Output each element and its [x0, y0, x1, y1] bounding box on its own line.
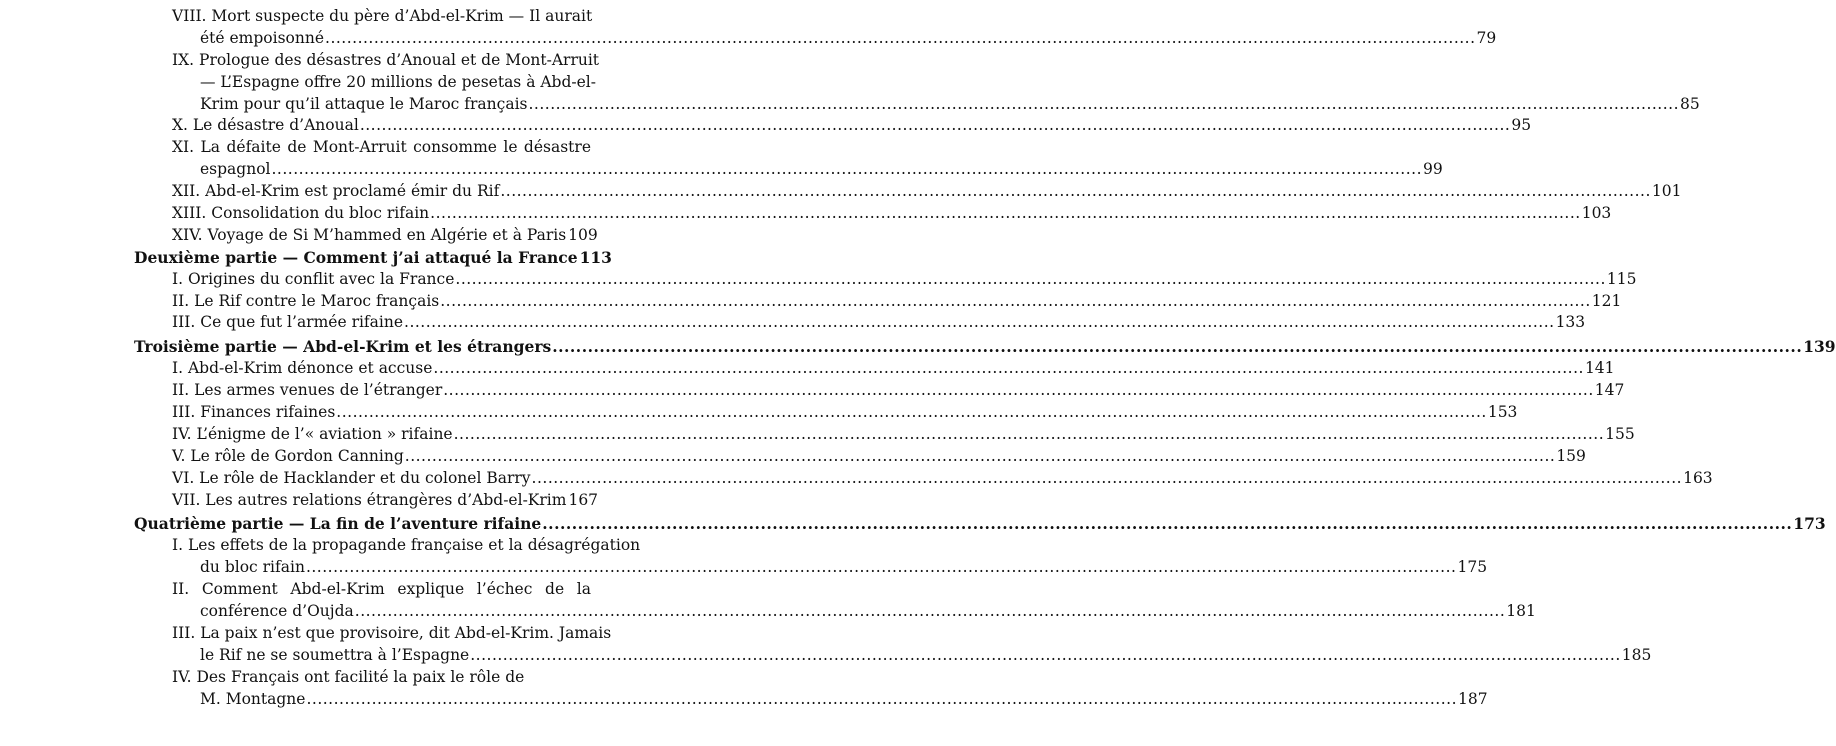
toc-entry-line: [134, 159, 1443, 181]
dot-leader: [440, 291, 1591, 313]
page-number: 185: [1621, 645, 1652, 664]
toc-entry-text: XIV. Voyage de Si M’hammed en Algérie et à Paris: [172, 225, 567, 244]
toc-entry-text: VIII. Mort suspecte du père d’Abd-el-Krim — Il aurait: [172, 7, 593, 25]
toc-entry-line: [134, 446, 1586, 468]
toc-entry-text: II. Le Rif contre le Maroc français: [172, 291, 440, 310]
toc-entry-line: [134, 358, 1615, 380]
page-number: 167: [568, 490, 599, 509]
toc-entry-text: I. Origines du conflit avec la France: [172, 269, 455, 288]
toc-entry-text: été empoisonné: [200, 28, 325, 47]
toc-entry-text: IV. Des Français ont facilité la paix le rôle de: [172, 667, 525, 686]
dot-leader: [500, 181, 1651, 203]
toc-entry-text: IV. L’énigme de l’« aviation » rifaine: [172, 424, 453, 443]
toc-entry-line: [134, 115, 1532, 137]
page-number: 109: [568, 225, 598, 244]
page-number: 139: [1803, 337, 1836, 357]
page-number: 153: [1487, 403, 1518, 422]
dot-leader: [470, 645, 1621, 667]
page-number: 115: [1606, 269, 1637, 288]
page-number: 163: [1683, 468, 1713, 487]
page-number: 173: [1793, 514, 1826, 534]
dot-leader: [404, 312, 1555, 334]
toc-entry-line: [134, 380, 1625, 402]
toc-entry-line: [134, 203, 1612, 225]
dot-leader: [443, 380, 1594, 402]
toc-entry-line: [134, 424, 1635, 446]
toc-entry-line: [134, 667, 591, 689]
page-number: 95: [1511, 116, 1532, 135]
toc-entry-text: III. La paix n’est que provisoire, dit Abd-el-Krim. Jamais: [172, 623, 612, 642]
toc-entry-line: [134, 6, 591, 28]
page-number: 187: [1458, 689, 1488, 708]
page-number: 181: [1506, 602, 1536, 621]
dot-leader: [360, 115, 1511, 137]
toc-entry-text: espagnol: [200, 160, 271, 179]
toc-entry-line: [134, 402, 1518, 424]
page-number: 141: [1584, 359, 1615, 378]
page-number: 79: [1476, 28, 1497, 47]
dot-leader: [528, 94, 1679, 116]
dot-leader: [433, 358, 1584, 380]
toc-entry-text: I. Les effets de la propagande française et la désagrégation: [172, 536, 641, 555]
toc-entry-line: [134, 601, 1536, 623]
dot-leader: [336, 402, 1487, 424]
toc-entry-line: [134, 291, 1622, 313]
toc-entry-line: [134, 557, 1488, 579]
toc-entry-text: XI. La défaite de Mont-Arruit consomme le désastre: [172, 138, 591, 157]
dot-leader: [355, 601, 1506, 623]
toc-entry-line: [134, 72, 596, 94]
toc-entry-text: IX. Prologue des désastres d’Anoual et de Mont-Arruit: [172, 50, 600, 69]
part-title: Deuxième partie — Comment j’ai attaqué la France: [134, 247, 578, 267]
page-number: 175: [1457, 558, 1488, 577]
toc-entry-line: [134, 50, 600, 72]
dot-leader: [454, 424, 1605, 446]
page-number: 99: [1423, 160, 1443, 179]
dot-leader: [306, 557, 1457, 579]
table-of-contents: [134, 6, 1836, 711]
toc-entry-text: du bloc rifain: [200, 558, 305, 577]
dot-leader: [532, 468, 1683, 490]
toc-entry-line: [134, 689, 1488, 711]
page-number: 133: [1555, 313, 1586, 332]
toc-entry-text: I. Abd-el-Krim dénonce et accuse: [172, 359, 433, 378]
part-heading: [134, 336, 1836, 358]
dot-leader: [405, 446, 1556, 468]
toc-entry-text: III. Finances rifaines: [172, 403, 336, 422]
toc-entry-text: M. Montagne: [200, 689, 306, 708]
page-number: 101: [1651, 182, 1682, 201]
page-number: 103: [1581, 204, 1612, 223]
page-number: 155: [1605, 424, 1635, 443]
dot-leader: [430, 203, 1581, 225]
toc-entry-text: V. Le rôle de Gordon Canning: [172, 446, 404, 465]
toc-entry-text: le Rif ne se soumettra à l’Espagne: [200, 645, 470, 664]
page-number: 85: [1680, 94, 1700, 113]
toc-entry-line: [134, 225, 598, 247]
toc-entry-line: [134, 28, 1497, 50]
toc-entry-line: [134, 94, 1700, 116]
toc-entry-line: [134, 490, 599, 512]
toc-entry-text: VI. Le rôle de Hacklander et du colonel Barry: [172, 468, 531, 487]
toc-entry-line: [134, 269, 1637, 291]
part-heading: [134, 513, 1826, 535]
toc-entry-line: [134, 312, 1586, 334]
toc-entry-line: [134, 535, 641, 557]
toc-entry-text: XIII. Consolidation du bloc rifain: [172, 204, 430, 223]
toc-entry-text: II. Comment Abd-el-Krim explique l’échec de la: [172, 580, 591, 599]
dot-leader: [306, 689, 1457, 711]
toc-entry-line: [134, 645, 1652, 667]
toc-entry-line: [134, 137, 591, 159]
toc-entry-text: VII. Les autres relations étrangères d’Abd-el-Krim: [172, 490, 567, 509]
dot-leader: [542, 513, 1792, 535]
dot-leader: [325, 28, 1476, 50]
toc-entry-text: XII. Abd-el-Krim est proclamé émir du Rif: [172, 182, 500, 201]
toc-entry-text: Krim pour qu’il attaque le Maroc français: [200, 94, 528, 113]
dot-leader: [455, 269, 1606, 291]
part-title: Quatrième partie — La fin de l’aventure rifaine: [134, 514, 542, 534]
page-number: 121: [1591, 291, 1622, 310]
toc-entry-text: III. Ce que fut l’armée rifaine: [172, 313, 404, 332]
toc-entry-text: X. Le désastre d’Anoual: [172, 116, 359, 135]
dot-leader: [552, 336, 1802, 358]
toc-entry-text: II. Les armes venues de l’étranger: [172, 381, 443, 400]
dot-leader: [271, 159, 1422, 181]
toc-entry-line: [134, 468, 1713, 490]
toc-entry-text: conférence d’Oujda: [200, 602, 354, 621]
toc-entry-line: [134, 181, 1682, 203]
toc-entry-line: [134, 623, 612, 645]
toc-entry-line: [134, 579, 591, 601]
page-number: 113: [579, 247, 612, 267]
toc-entry-text: — L’Espagne offre 20 millions de pesetas à Abd-el-: [200, 72, 596, 91]
page-number: 159: [1556, 446, 1586, 465]
part-heading: [134, 247, 612, 269]
page-number: 147: [1594, 381, 1625, 400]
part-title: Troisième partie — Abd-el-Krim et les étrangers: [134, 337, 552, 357]
